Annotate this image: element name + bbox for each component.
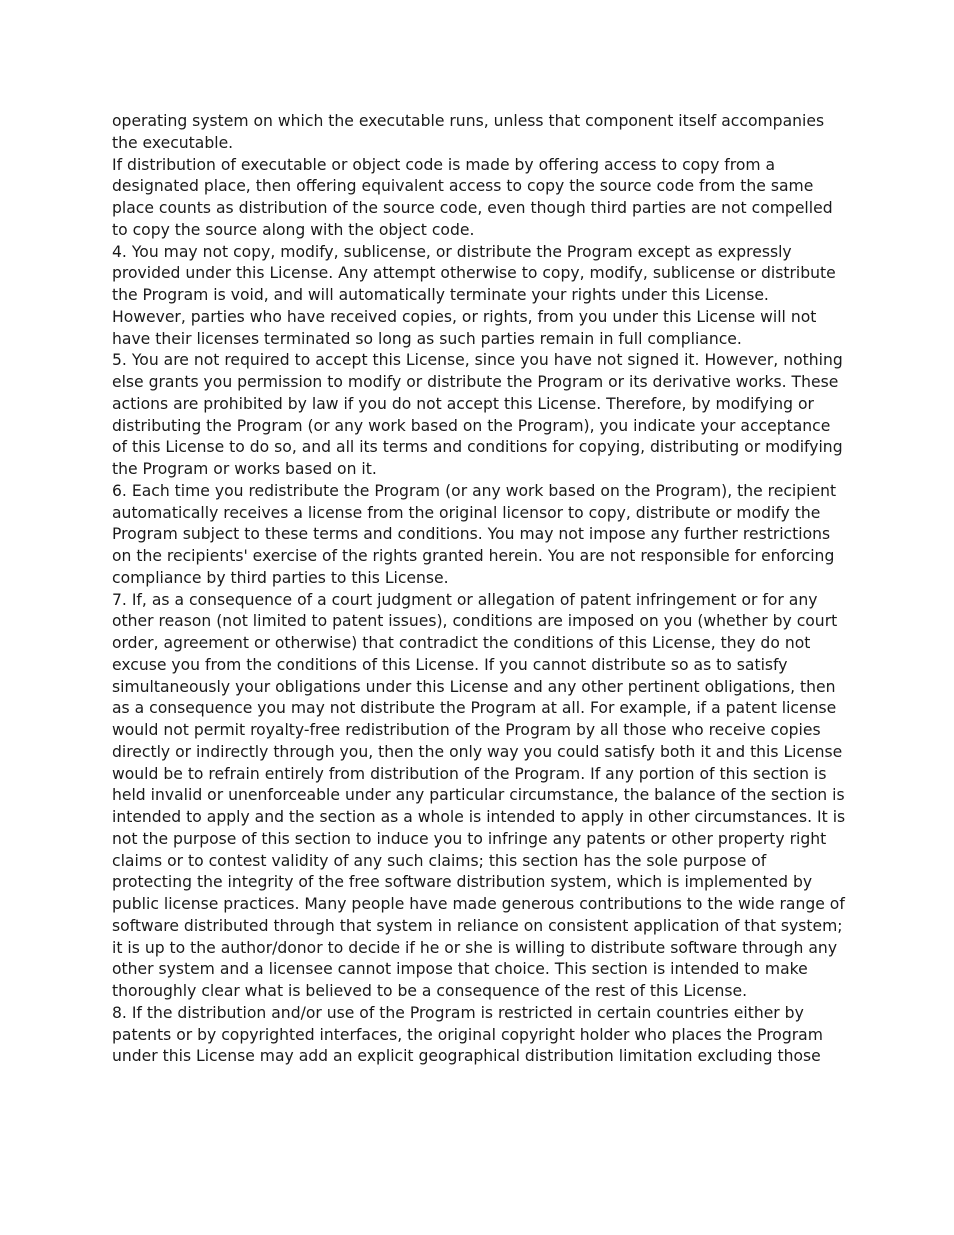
paragraph-executable-component: operating system on which the executable runs, unless that component itself accompanies the executable. [112,112,825,152]
paragraph-section-8: 8. If the distribution and/or use of the Program is restricted in certain countries either by patents or by copyrighted interfaces, the original copyright holder who places the Program under this License may add an explicit geographical distribution limitation excluding those [112,1003,823,1066]
paragraph-designated-place: If distribution of executable or object code is made by offering access to copy from a designated place, then offering equivalent access to copy the source code from the same place counts as distribution of the source code, even though third parties are not compelled to copy the source along with the object code. [112,155,833,239]
paragraph-section-5: 5. You are not required to accept this License, since you have not signed it. However, nothing else grants you permission to modify or distribute the Program or its derivative works. These actions are prohibited by law if you do not accept this License. Therefore, by modifying or distributing the Program (or any work based on the Program), you indicate your acceptance of this License to do so, and all its terms and conditions for copying, distributing or modifying the Program or works based on it. [112,351,843,478]
paragraph-section-6: 6. Each time you redistribute the Program (or any work based on the Program), the recipient automatically receives a license from the original licensor to copy, distribute or modify the Program subject to these terms and conditions. You may not impose any further restrictions on the recipients' exercise of the rights granted herein. You are not responsible for enforcing compliance by third parties to this License. [112,481,837,587]
paragraph-section-4: 4. You may not copy, modify, sublicense, or distribute the Program except as expressly provided under this License. Any attempt otherwise to copy, modify, sublicense or distribute the Program is void, and will automatically terminate your rights under this License. However, parties who have received copies, or rights, from you under this License will not have their licenses terminated so long as such parties remain in full compliance. [112,242,836,348]
document-body [112,111,846,1068]
paragraph-section-7: 7. If, as a consequence of a court judgment or allegation of patent infringement or for any other reason (not limited to patent issues), conditions are imposed on you (whether by court order, agreement or otherwise) that contradict the conditions of this License, they do not excuse you from the conditions of this License. If you cannot distribute so as to satisfy simultaneously your obligations under this License and any other pertinent obligations, then as a consequence you may not distribute the Program at all. For example, if a patent license would not permit royalty-free redistribution of the Program by all those who receive copies directly or indirectly through you, then the only way you could satisfy both it and this License would be to refrain entirely from distribution of the Program. If any portion of this section is held invalid or unenforceable under any particular circumstance, the balance of the section is intended to apply and the section as a whole is intended to apply in other circumstances. It is not the purpose of this section to induce you to infringe any patents or other property right claims or to contest validity of any such claims; this section has the sole purpose of protecting the integrity of the free software distribution system, which is implemented by public license practices. Many people have made generous contributions to the wide range of software distributed through that system in reliance on consistent application of that system; it is up to the author/donor to decide if he or she is willing to distribute software through any other system and a licensee cannot impose that choice. This section is intended to make thoroughly clear what is believed to be a consequence of the rest of this License. [112,590,846,1000]
